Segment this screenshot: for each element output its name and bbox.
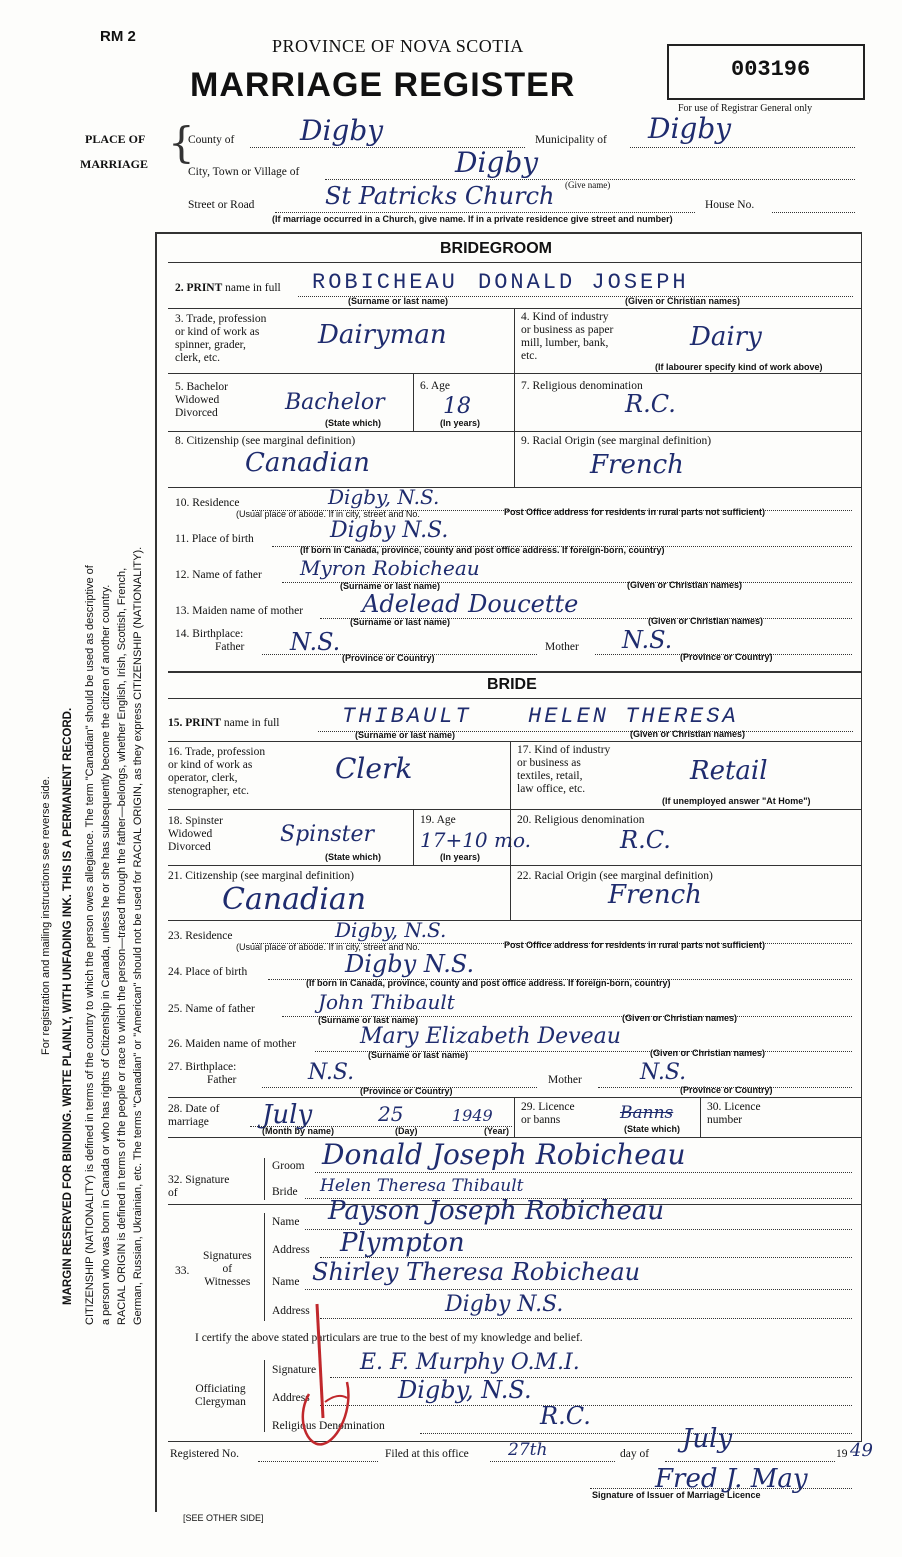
filed-month: July bbox=[682, 1424, 733, 1454]
place-brace: { bbox=[168, 118, 195, 167]
f29-caption: (State which) bbox=[624, 1124, 681, 1134]
f25-value: John Thibault bbox=[318, 990, 455, 1014]
filed-day: 27th bbox=[508, 1440, 548, 1460]
w2-address-label: Address bbox=[272, 1305, 310, 1317]
form-code: RM 2 bbox=[100, 28, 136, 45]
clergy-signature-label: Signature bbox=[272, 1364, 317, 1376]
margin-line-5: RACIAL ORIGIN is defined in terms of the people or race to which the person—traced through the father—belongs, whether English, Irish, Scottish, French, bbox=[116, 567, 128, 1325]
clergy-address-label: Address bbox=[272, 1392, 310, 1404]
f12-label: 12. Name of father bbox=[175, 569, 262, 581]
f14-father-label: Father bbox=[215, 641, 245, 653]
f17-value: Retail bbox=[690, 756, 768, 786]
marriage-day: 25 bbox=[378, 1102, 404, 1126]
filed-year: 49 bbox=[850, 1440, 873, 1461]
surname-caption: (Surname or last name) bbox=[348, 296, 449, 306]
f20-value: R.C. bbox=[620, 826, 671, 854]
margin-line-3: CITIZENSHIP (NATIONALITY) is defined in terms of the country to which the person owes allegiance. The term "Canadian" should be used as descriptive of bbox=[84, 565, 96, 1325]
f15-given-caption: (Given or Christian names) bbox=[630, 729, 746, 739]
f25-surname-caption: (Surname or last name) bbox=[318, 1015, 419, 1025]
f12-given-caption: (Given or Christian names) bbox=[627, 580, 743, 590]
f30-label: 30. Licence number bbox=[707, 1101, 761, 1126]
year-caption: (Year) bbox=[484, 1126, 510, 1136]
registrar-note: For use of Registrar General only bbox=[678, 103, 813, 114]
f2-label-bold: 2. PRINT bbox=[175, 282, 223, 294]
f23-label: 23. Residence bbox=[168, 930, 233, 942]
f32-label: 32. Signature of bbox=[168, 1174, 230, 1199]
page-title: MARRIAGE REGISTER bbox=[190, 66, 576, 104]
f18-caption: (State which) bbox=[325, 852, 382, 862]
f23-caption-a: (Usual place of abode. If in city, street and No. bbox=[236, 942, 420, 952]
marriage-month: July bbox=[262, 1100, 313, 1130]
groom-father-birthplace: N.S. bbox=[290, 628, 341, 656]
margin-line-1: For registration and mailing instructions see reverse side. bbox=[40, 776, 52, 1055]
issuer-caption: Signature of Issuer of Marriage Licence bbox=[592, 1490, 761, 1500]
day-caption: (Day) bbox=[395, 1126, 418, 1136]
f26-surname-caption: (Surname or last name) bbox=[368, 1050, 469, 1060]
f9-label: 9. Racial Origin (see marginal definition) bbox=[521, 435, 712, 447]
province-title: PROVINCE OF NOVA SCOTIA bbox=[272, 36, 524, 56]
f10-value: Digby, N.S. bbox=[328, 485, 440, 509]
street-note: (If marriage occurred in a Church, give name. If in a private residence give street and number) bbox=[272, 214, 673, 224]
margin-line-6: German, Russian, Ukrainian, etc. The terms "Canadian" or "American" should not be used for RACIAL ORIGIN, as they express CITIZENSHIP (NATIONALITY). bbox=[132, 546, 144, 1325]
f24-value: Digby N.S. bbox=[345, 950, 475, 978]
street-label: Street or Road bbox=[188, 199, 255, 211]
f15-surname-caption: (Surname or last name) bbox=[355, 730, 456, 740]
f16-label: 16. Trade, profession or kind of work as operator, clerk, stenographer, etc. bbox=[168, 746, 266, 797]
f15-label-bold: 15. PRINT bbox=[168, 717, 222, 729]
f23-caption-b: Post Office address for residents in rural parts not sufficient) bbox=[504, 940, 766, 950]
f14-father-caption: (Province or Country) bbox=[342, 653, 435, 663]
clergy-label: Officiating Clergyman bbox=[195, 1383, 246, 1408]
bride-heading: BRIDE bbox=[487, 676, 537, 693]
f6-caption: (In years) bbox=[440, 418, 481, 428]
bride-mother-birthplace: N.S. bbox=[640, 1060, 687, 1085]
given-caption: (Given or Christian names) bbox=[625, 296, 741, 306]
f19-label: 19. Age bbox=[420, 814, 456, 826]
f13-given-caption: (Given or Christian names) bbox=[648, 616, 764, 626]
clergy-address: Digby, N.S. bbox=[398, 1376, 532, 1404]
groom-given: DONALD JOSEPH bbox=[478, 270, 689, 295]
f26-label: 26. Maiden name of mother bbox=[168, 1038, 297, 1050]
f13-value: Adelead Doucette bbox=[362, 590, 579, 618]
f12-value: Myron Robicheau bbox=[300, 556, 480, 580]
f11-value: Digby N.S. bbox=[330, 518, 449, 543]
f27-father-caption: (Province or Country) bbox=[360, 1086, 453, 1096]
f26-value: Mary Elizabeth Deveau bbox=[360, 1024, 621, 1049]
day-of-label: day of bbox=[620, 1448, 650, 1460]
f29-value: Banns bbox=[620, 1103, 674, 1123]
f17-label: 17. Kind of industry or business as textiles, retail, law office, etc. bbox=[517, 744, 611, 795]
bride-father-birthplace: N.S. bbox=[308, 1060, 355, 1085]
f27-mother-label: Mother bbox=[548, 1074, 582, 1086]
w2-name-label: Name bbox=[272, 1276, 300, 1288]
groom-sig-label: Groom bbox=[272, 1160, 305, 1172]
bridegroom-heading: BRIDEGROOM bbox=[440, 240, 552, 257]
f22-value: French bbox=[608, 880, 702, 910]
f12-surname-caption: (Surname or last name) bbox=[340, 581, 441, 591]
register-number-box bbox=[667, 44, 865, 100]
f5-caption: (State which) bbox=[325, 418, 382, 428]
w1-address-label: Address bbox=[272, 1244, 310, 1256]
f25-given-caption: (Given or Christian names) bbox=[622, 1013, 738, 1023]
clergy-denomination: R.C. bbox=[540, 1402, 591, 1430]
f19-value: 17+10 mo. bbox=[420, 828, 532, 852]
street-value: St Patricks Church bbox=[325, 182, 555, 210]
f28-label: 28. Date of marriage bbox=[168, 1103, 220, 1128]
f13-surname-caption: (Surname or last name) bbox=[350, 617, 451, 627]
w2-address: Digby N.S. bbox=[445, 1292, 564, 1317]
f26-given-caption: (Given or Christian names) bbox=[650, 1048, 766, 1058]
filed-label: Filed at this office bbox=[385, 1448, 469, 1460]
certify-statement: I certify the above stated particulars are true to the best of my knowledge and belief. bbox=[195, 1332, 583, 1344]
f6-value: 18 bbox=[443, 394, 471, 419]
f21-value: Canadian bbox=[222, 882, 367, 917]
f17-caption: (If unemployed answer "At Home") bbox=[662, 796, 811, 806]
f3-value: Dairyman bbox=[318, 320, 447, 350]
f27-father-label: Father bbox=[207, 1074, 237, 1086]
city-value: Digby bbox=[455, 146, 539, 179]
f7-value: R.C. bbox=[625, 390, 676, 418]
f15-label: name in full bbox=[223, 717, 280, 729]
margin-line-2: MARGIN RESERVED FOR BINDING. WRITE PLAINLY, WITH UNFADING INK. THIS IS A PERMANENT RECORD. bbox=[62, 707, 74, 1305]
religious-denomination-label: Religious Denomination bbox=[272, 1420, 385, 1432]
bride-sig-label: Bride bbox=[272, 1186, 298, 1198]
f25-label: 25. Name of father bbox=[168, 1003, 255, 1015]
f10-caption-b: Post Office address for residents in rural parts not sufficient) bbox=[504, 507, 766, 517]
f23-value: Digby, N.S. bbox=[335, 918, 447, 942]
f11-caption: (If born in Canada, province, county and post office address. If foreign-born, country) bbox=[300, 545, 665, 555]
f24-caption: (If born in Canada, province, county and post office address. If foreign-born, country) bbox=[306, 978, 671, 988]
f27-label: 27. Birthplace: bbox=[168, 1061, 237, 1073]
f29-label: 29. Licence or banns bbox=[521, 1101, 575, 1126]
registered-no-label: Registered No. bbox=[170, 1448, 239, 1460]
f20-label: 20. Religious denomination bbox=[517, 814, 645, 826]
f27-mother-caption: (Province or Country) bbox=[680, 1085, 773, 1095]
marriage-year: 1949 bbox=[452, 1106, 493, 1125]
f18-label: 18. Spinster Widowed Divorced bbox=[168, 815, 223, 853]
w1-address: Plympton bbox=[340, 1228, 465, 1258]
f14-mother-label: Mother bbox=[545, 641, 579, 653]
f24-label: 24. Place of birth bbox=[168, 966, 248, 978]
f5-label: 5. Bachelor Widowed Divorced bbox=[175, 381, 229, 419]
groom-mother-birthplace: N.S. bbox=[622, 626, 673, 654]
f10-label: 10. Residence bbox=[175, 497, 240, 509]
w1-name: Payson Joseph Robicheau bbox=[328, 1196, 665, 1226]
f18-value: Spinster bbox=[280, 822, 375, 847]
f6-label: 6. Age bbox=[420, 380, 451, 392]
f22-label: 22. Racial Origin (see marginal definition) bbox=[517, 870, 713, 882]
register-number: 003196 bbox=[731, 57, 811, 82]
f21-label: 21. Citizenship (see marginal definition) bbox=[168, 870, 354, 882]
f3-label: 3. Trade, profession or kind of work as spinner, grader, clerk, etc. bbox=[175, 313, 267, 364]
city-label: City, Town or Village of bbox=[188, 166, 300, 178]
f4-label: 4. Kind of industry or business as paper mill, lumber, bank, etc. bbox=[521, 311, 614, 362]
house-label: House No. bbox=[705, 199, 755, 211]
groom-surname: ROBICHEAU bbox=[312, 270, 458, 295]
f14-label: 14. Birthplace: bbox=[175, 628, 244, 640]
municipality-label: Municipality of bbox=[535, 134, 607, 146]
municipality-value: Digby bbox=[648, 112, 732, 145]
month-caption: (Month by name) bbox=[262, 1126, 334, 1136]
red-check-mark bbox=[295, 1298, 365, 1458]
place-label-2: MARRIAGE bbox=[80, 157, 148, 171]
issuer-signature: Fred J. May bbox=[655, 1464, 808, 1494]
f11-label: 11. Place of birth bbox=[175, 533, 254, 545]
give-name-caption: (Give name) bbox=[565, 180, 611, 190]
county-label: County of bbox=[188, 134, 235, 146]
f19-caption: (In years) bbox=[440, 852, 481, 862]
bride-surname: THIBAULT bbox=[342, 704, 472, 729]
f4-caption: (If labourer specify kind of work above) bbox=[655, 362, 823, 372]
f4-value: Dairy bbox=[690, 322, 762, 352]
bride-signature: Helen Theresa Thibault bbox=[320, 1176, 524, 1196]
see-other-side: [SEE OTHER SIDE] bbox=[183, 1513, 264, 1523]
f2-label: name in full bbox=[225, 282, 281, 294]
f7-label: 7. Religious denomination bbox=[521, 380, 643, 392]
f16-value: Clerk bbox=[335, 752, 413, 785]
w2-name: Shirley Theresa Robicheau bbox=[312, 1258, 641, 1286]
f33-number: 33. bbox=[175, 1265, 190, 1277]
margin-line-4: a person who was born in Canada or who has rights of Citizenship in Canada, unless he or she has subsequently become the citizen of another country. bbox=[100, 584, 112, 1325]
groom-signature: Donald Joseph Robicheau bbox=[322, 1138, 686, 1171]
f33-label: Signatures of Witnesses bbox=[203, 1250, 252, 1288]
f14-mother-caption: (Province or Country) bbox=[680, 652, 773, 662]
f5-value: Bachelor bbox=[285, 390, 385, 415]
f10-caption-a: (Usual place of abode. If in city, street and No. bbox=[236, 509, 420, 519]
county-value: Digby bbox=[300, 114, 384, 147]
f8-value: Canadian bbox=[245, 448, 370, 478]
clergy-signature: E. F. Murphy O.M.I. bbox=[360, 1350, 580, 1375]
f9-value: French bbox=[590, 450, 684, 480]
f8-label: 8. Citizenship (see marginal definition) bbox=[175, 435, 356, 447]
w1-name-label: Name bbox=[272, 1216, 300, 1228]
bride-given: HELEN THERESA bbox=[528, 704, 739, 729]
place-label-1: PLACE OF bbox=[85, 132, 146, 146]
f13-label: 13. Maiden name of mother bbox=[175, 605, 304, 617]
year-prefix: 19 bbox=[836, 1448, 848, 1460]
